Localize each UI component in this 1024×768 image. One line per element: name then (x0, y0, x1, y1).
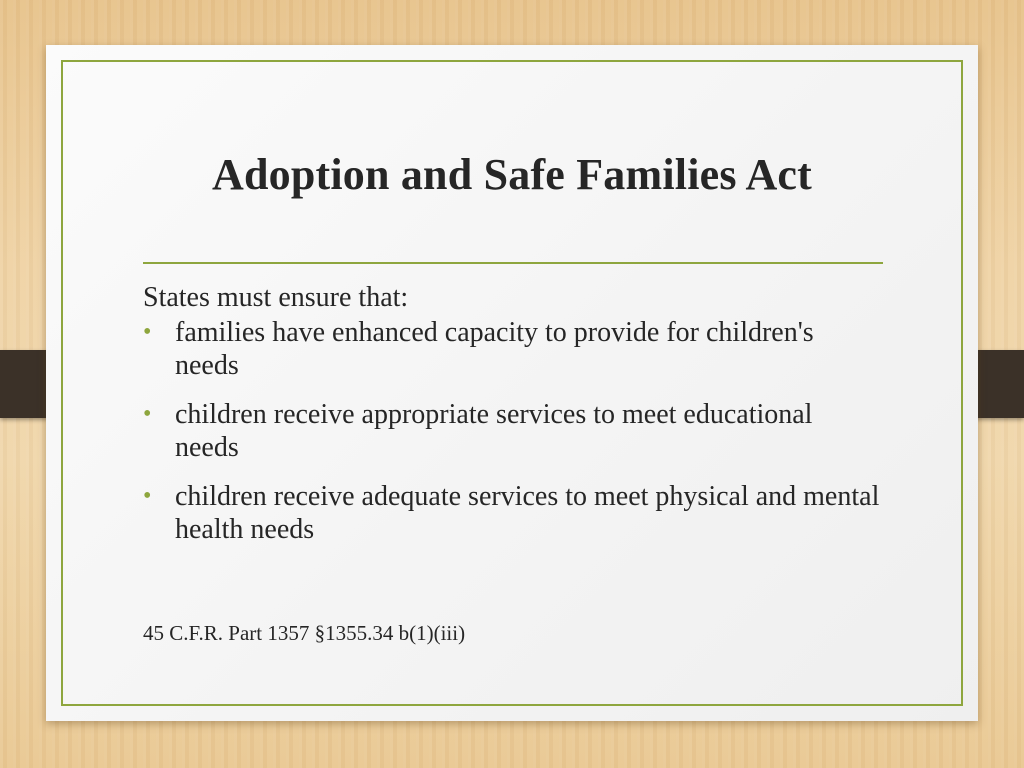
bullet-text: children receive appropriate services to meet educational needs (175, 399, 813, 463)
bullet-list (143, 316, 883, 546)
intro-text: States must ensure that: (143, 282, 409, 313)
slide-title: Adoption and Safe Families Act (211, 150, 813, 199)
slide-paper (46, 45, 978, 721)
list-item (143, 398, 883, 464)
list-item (143, 316, 883, 382)
list-item (143, 480, 883, 546)
bullet-text: families have enhanced capacity to provide for children's needs (175, 317, 814, 381)
citation-text: 45 C.F.R. Part 1357 §1355.34 b(1)(iii) (143, 621, 466, 645)
bullet-text: children receive adequate services to meet physical and mental health needs (175, 481, 880, 545)
bullet-icon: • (143, 401, 152, 427)
title-divider (143, 262, 883, 264)
bullet-icon: • (143, 483, 152, 509)
slide-body (143, 281, 883, 562)
bullet-icon: • (143, 319, 152, 345)
